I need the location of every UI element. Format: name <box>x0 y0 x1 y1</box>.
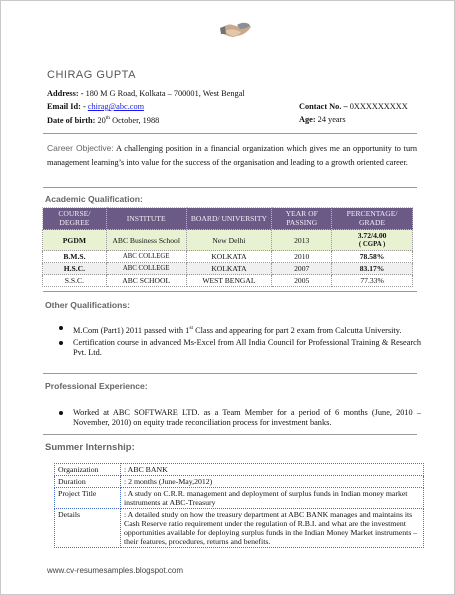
internship-table <box>54 463 424 548</box>
table-row <box>43 275 413 287</box>
bullet-dot-icon <box>59 411 63 415</box>
list-item <box>59 338 421 358</box>
address-value: 180 M G Road, Kolkata – 700001, West Bengal <box>85 89 245 98</box>
contact-value: 0XXXXXXXXX <box>349 102 408 111</box>
objective-text: A challenging position in a financial organization which gives me an opportunity to turn management learning’s into value for the success of the organisation and leading to a growth oriented career. <box>47 144 418 167</box>
cell-board: KOLKATA <box>186 251 272 263</box>
cell-institute: ABC SCHOOL <box>106 275 186 287</box>
bullet-dot-icon <box>59 341 63 345</box>
item-text: Worked at ABC SOFTWARE LTD. as a Team Member for a period of 6 months (June, 2010 – November, 2010) on equity trade reconciliation process for investment banks. <box>73 408 421 427</box>
contact-row <box>299 102 408 111</box>
grade-note: ( CGPA ) <box>358 241 386 248</box>
career-objective <box>47 141 417 170</box>
table-row <box>55 464 424 476</box>
dob-rest: October, 1988 <box>112 115 160 125</box>
address-label: Address: - <box>47 89 84 98</box>
cell-year: 2007 <box>272 263 332 275</box>
cell-key: Organization <box>55 464 121 476</box>
age-label: Age: <box>299 115 316 124</box>
divider <box>43 187 417 188</box>
cell-year: 2005 <box>272 275 332 287</box>
academic-table <box>42 207 413 287</box>
divider <box>43 133 417 134</box>
cell-grade: 78.58% <box>332 251 413 263</box>
table-row <box>55 476 424 488</box>
cell-course: B.M.S. <box>43 251 107 263</box>
cell-institute: ABC COLLEGE <box>106 263 186 275</box>
header-institute: INSTITUTE <box>106 208 186 230</box>
grade-value: 3.72/4.00 <box>357 231 387 240</box>
cell-board: New Delhi <box>186 230 272 251</box>
cell-institute: ABC Business School <box>106 230 186 251</box>
cell-board: WEST BENGAL <box>186 275 272 287</box>
table-row <box>55 488 424 509</box>
cell-year: 2013 <box>272 230 332 251</box>
list-item <box>59 323 421 336</box>
cell-key: Details <box>55 509 121 548</box>
objective-label: Career Objective: <box>47 143 114 153</box>
cell-board: KOLKATA <box>186 263 272 275</box>
cell-value: : A detailed study on how the treasury department at ABC BANK manages and maintains its Cash Reserve ratio requirement under the regulation of R.B.I. and what are the investment opportunities available for deploying surplus funds in the Indian Money Market instruments – their features, procedures, returns and benefits. <box>121 509 424 548</box>
cell-year: 2010 <box>272 251 332 263</box>
header-grade: PERCENTAGE/ GRADE <box>332 208 413 230</box>
academic-title: Academic Qualification: <box>45 194 143 204</box>
header-year: YEAR OF PASSING <box>272 208 332 230</box>
cell-grade: 83.17% <box>332 263 413 275</box>
dob-sup: th <box>105 115 111 121</box>
header-board: BOARD/ UNIVERSITY <box>186 208 272 230</box>
cell-course: H.S.C. <box>43 263 107 275</box>
cell-course: S.S.C. <box>43 275 107 287</box>
bullet-dot-icon <box>59 326 63 330</box>
item-sup: st <box>189 325 193 331</box>
age-row <box>299 115 346 124</box>
cell-grade: 77.33% <box>332 275 413 287</box>
cell-key: Project Title <box>55 488 121 509</box>
email-link[interactable]: chirag@abc.com <box>87 102 145 111</box>
divider <box>43 434 417 435</box>
divider <box>43 291 417 292</box>
divider <box>43 373 417 374</box>
address-row <box>47 89 245 98</box>
email-label: Email Id: - <box>47 102 86 111</box>
other-qualifications-title: Other Qualifications: <box>45 300 130 310</box>
cell-value: : ABC BANK <box>121 464 424 476</box>
email-row <box>47 102 144 111</box>
age-value: 24 years <box>317 115 346 124</box>
contact-label: Contact No. – <box>299 102 348 111</box>
table-row <box>43 263 413 275</box>
table-row <box>43 230 413 251</box>
cell-value: : 2 months (June-May,2012) <box>121 476 424 488</box>
candidate-name: CHIRAG GUPTA <box>47 69 136 81</box>
item-text: Certification course in advanced Ms-Excel from All India Council for Professional Training & Research Pvt. Ltd. <box>73 337 421 357</box>
item-text: M.Com (Part1) 2011 passed with 1 <box>73 325 190 335</box>
dob-label: Date of birth: <box>47 115 96 125</box>
handshake-icon <box>219 17 253 43</box>
experience-title: Professional Experience: <box>45 381 148 391</box>
internship-title: Summer Internship: <box>45 442 135 453</box>
header-course: COURSE/ DEGREE <box>43 208 107 230</box>
cell-course: PGDM <box>43 230 107 251</box>
table-row <box>55 509 424 548</box>
footer-url: www.cv-resumesamples.blogspot.com <box>47 566 184 575</box>
other-qualifications-list <box>59 323 421 360</box>
dob-day: 20 <box>97 115 106 125</box>
cell-value: : A study on C.R.R. management and deployment of surplus funds in Indian money market instruments at ABC-Treasury <box>121 488 424 509</box>
item-text: Class and appearing for part 2 exam from Calcutta University. <box>195 325 402 335</box>
dob-row <box>47 115 159 125</box>
table-row <box>43 251 413 263</box>
cell-key: Duration <box>55 476 121 488</box>
academic-header-row <box>43 208 413 230</box>
cell-grade <box>332 230 413 251</box>
experience-list <box>59 408 421 430</box>
list-item <box>59 408 421 428</box>
cell-institute: ABC COLLEGE <box>106 251 186 263</box>
